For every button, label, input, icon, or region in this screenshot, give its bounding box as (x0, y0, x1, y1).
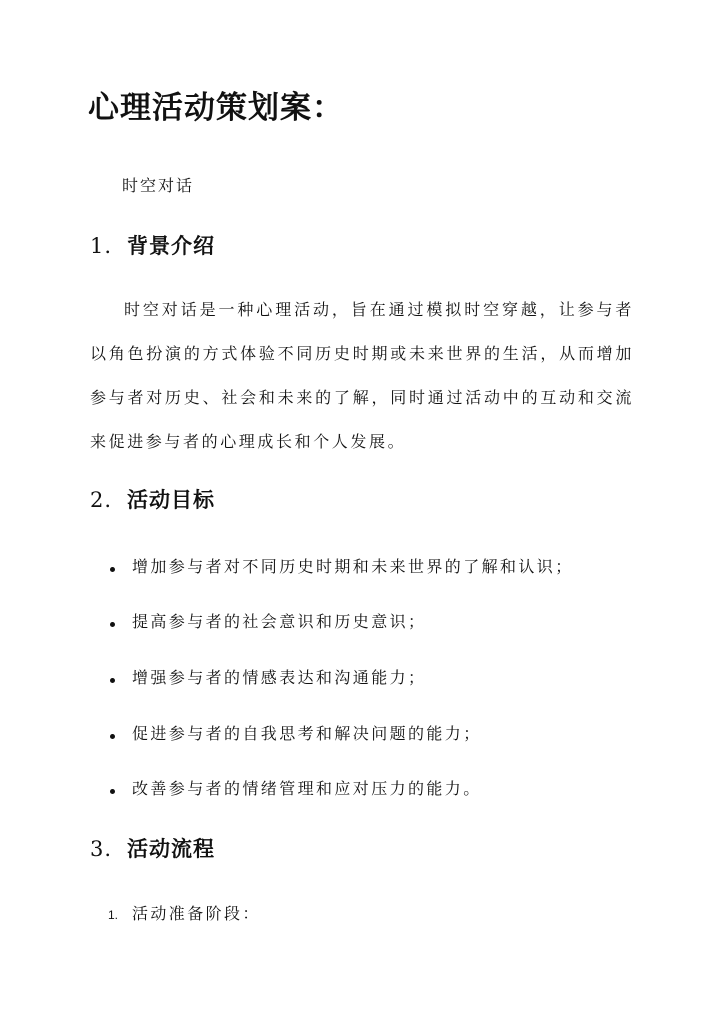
list-item-text: 增加参与者对不同历史时期和未来世界的了解和认识； (132, 557, 574, 576)
section-heading-background (90, 231, 215, 261)
numbered-item-marker: 1. (108, 908, 119, 922)
section-title: 背景介绍 (127, 233, 215, 258)
document-subtitle: 时空对话 (122, 176, 195, 195)
numbered-item-text: 活动准备阶段： (132, 904, 261, 923)
background-paragraph: 时空对话是一种心理活动，旨在通过模拟时空穿越，让参与者以角色扮演的方式体验不同历史时期或未来世界的生活，从而增加参与者对历史、社会和未来的了解，同时通过活动中的互动和交流来促进参与者的心理成长和个人发展。 (90, 300, 634, 451)
list-item-text: 增强参与者的情感表达和沟通能力； (132, 668, 427, 687)
section-number: 1. (90, 234, 113, 258)
bullet-icon (110, 678, 115, 683)
section-number: 2. (90, 488, 113, 512)
list-item-text: 提高参与者的社会意识和历史意识； (132, 612, 427, 631)
bullet-icon (110, 567, 115, 572)
list-item-text: 促进参与者的自我思考和解决问题的能力； (132, 724, 482, 743)
document-title: 心理活动策划案： (88, 90, 344, 126)
section-title: 活动流程 (127, 836, 215, 861)
section-heading-goals (90, 485, 215, 515)
bullet-icon (110, 622, 115, 627)
list-item-text: 改善参与者的情绪管理和应对压力的能力。 (132, 779, 482, 798)
bullet-icon (110, 734, 115, 739)
bullet-icon (110, 789, 115, 794)
section-number: 3. (90, 837, 113, 861)
section-title: 活动目标 (127, 487, 215, 512)
section-heading-process (90, 834, 215, 864)
